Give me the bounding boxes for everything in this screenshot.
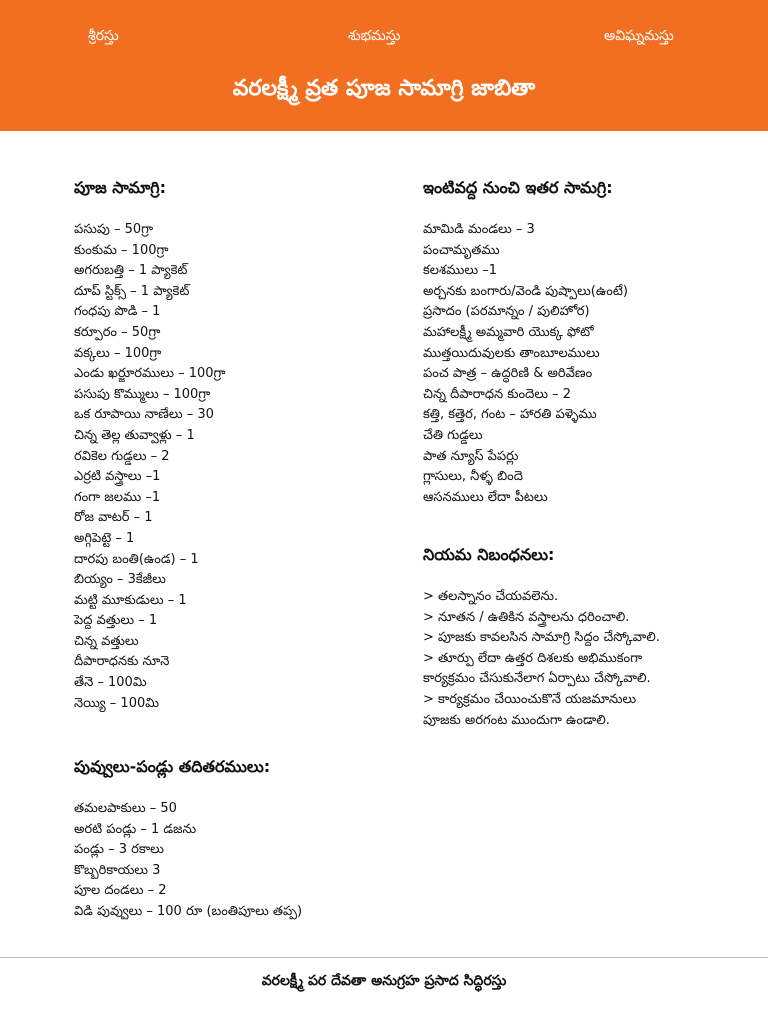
list-item: తమలపాకులు – 50: [74, 801, 177, 816]
list-item: దూప్ స్టిక్స్ – 1 ప్యాకెట్: [74, 283, 190, 299]
list-item: బియ్యం – 3కేజీలు: [74, 572, 166, 588]
puja-samagri-list: [74, 220, 404, 714]
flowers-fruits-list: [74, 799, 404, 923]
list-item: రోజ వాటర్ – 1: [74, 510, 153, 526]
list-item: మామిడి మండలు – 3: [423, 222, 535, 237]
list-item: ఆసనములు లేదా పీటలు: [423, 489, 548, 505]
list-item: పసుపు కొమ్ములు – 100గ్రా: [74, 386, 211, 402]
list-item: రవికెల గుడ్డలు – 2: [74, 448, 170, 464]
list-item: కొబ్బరికాయలు 3: [74, 862, 161, 878]
list-item: గ్లాసులు, నీళ్ళ బిందె: [423, 469, 523, 485]
flowers-fruits-title: పువ్వులు-పండ్లు తదితరములు:: [74, 757, 271, 776]
list-item: చిన్న వత్తులు: [74, 633, 139, 649]
list-item: > కార్యక్రమం చేయించుకొనే యజమానులు: [423, 691, 637, 707]
list-item: ఎండు ఖర్జూరములు – 100గ్రా: [74, 366, 226, 382]
rules-list: [423, 587, 753, 731]
home-items-section: [423, 177, 753, 508]
list-item: కార్యక్రమం చేసుకునేలాగ ఏర్పాటు చేస్కోవాలి.: [423, 671, 651, 687]
list-item: దారపు బంతి(ఉండ) – 1: [74, 551, 199, 567]
list-item: పండ్లు – 3 రకాలు: [74, 842, 164, 858]
list-item: > తూర్పు లేదా ఉత్తర దిశలకు అభిముకంగా: [423, 650, 643, 666]
list-item: > పూజకు కావలసిన సామాగ్రి సిద్దం చేస్కోవాలి.: [423, 630, 660, 646]
list-item: గంగా జలము –1: [74, 489, 161, 505]
list-item: వక్కలు – 100గ్రా: [74, 345, 162, 361]
list-item: నెయ్యి – 100మి: [74, 695, 159, 711]
list-item: కత్తి, కత్తెర, గంట – హారతి పళ్ళెము: [423, 407, 597, 423]
list-item: పూజకు అరగంట ముందుగా ఉండాలి.: [423, 712, 610, 728]
list-item: పసుపు – 50గ్రా: [74, 222, 154, 237]
list-item: చేతి గుడ్డలు: [423, 427, 483, 443]
list-item: ఎర్రటి వస్త్రాలు –1: [74, 469, 161, 485]
list-item: అరటి పండ్లు – 1 డజను: [74, 821, 197, 837]
home-items-list: [423, 220, 753, 508]
list-item: విడి పువ్వులు – 100 రూ (బంతిపూలు తప్ప): [74, 903, 303, 919]
rules-title: నియమ నిబంధనలు:: [423, 545, 555, 564]
list-item: కుంకుమ – 100గ్రా: [74, 242, 169, 258]
list-item: పూల దండలు – 2: [74, 883, 167, 899]
flowers-fruits-section: [74, 756, 404, 923]
list-item: కర్పూరం – 50గ్రా: [74, 324, 161, 340]
list-item: గంధపు పొడి – 1: [74, 304, 161, 320]
list-item: ఒక రూపాయి నాణేలు – 30: [74, 407, 214, 423]
footer-divider: [0, 957, 768, 958]
list-item: పాత న్యూస్ పేపర్లు: [423, 448, 519, 464]
list-item: ప్రసాదం (పరమాన్నం / పులిహోర): [423, 304, 590, 320]
list-item: అగరుబత్తి – 1 ప్యాకెట్: [74, 263, 188, 279]
list-item: తేనె – 100మి: [74, 675, 147, 691]
blessing-srirasthu: శ్రీరస్తు: [88, 28, 119, 44]
puja-samagri-section: [74, 177, 404, 714]
rules-section: [423, 544, 753, 731]
blessing-avighnamasthu: అవిఘ్నమస్తు: [604, 28, 674, 44]
page-title: వరలక్ష్మీ వ్రత పూజ సామాగ్రి జాబితా: [232, 76, 536, 101]
list-item: > తలస్నానం చేయవలెను.: [423, 589, 559, 604]
home-items-title: ఇంటివద్ద నుంచి ఇతర సామగ్రి:: [423, 178, 613, 197]
list-item: చిన్న తెల్ల తువ్వాళ్లు – 1: [74, 427, 195, 443]
puja-samagri-title: పూజ సామాగ్రి:: [74, 178, 167, 197]
list-item: కలశములు –1: [423, 263, 498, 279]
list-item: అగ్గిపెట్టె – 1: [74, 530, 135, 546]
list-item: > నూతన / ఉతికిన వస్త్రాలను ధరించాలి.: [423, 609, 630, 625]
list-item: దీపారాధనకు నూనె: [74, 654, 170, 670]
list-item: ముత్తయిదువులకు తాంబూలములు: [423, 345, 600, 361]
list-item: పంచామృతము: [423, 242, 500, 258]
list-item: పెద్ద వత్తులు – 1: [74, 613, 158, 629]
footer-blessing: వరలక్ష్మీ పర దేవతా అనుగ్రహ ప్రసాద సిద్ధిరస్తు: [261, 973, 507, 989]
list-item: చిన్న దీపారాధన కుందెలు – 2: [423, 386, 572, 402]
list-item: మట్టి మూకుడులు – 1: [74, 592, 187, 608]
blessings-row: [0, 28, 768, 52]
list-item: మహాలక్ష్మీ అమ్మవారి యొక్క ఫోటో: [423, 324, 594, 340]
header-banner: [0, 0, 768, 131]
list-item: అర్చనకు బంగారు/వెండి పుష్పాలు(ఉంటే): [423, 283, 628, 299]
list-item: పంచ పాత్ర – ఉద్ధరిణి & అరివేణం: [423, 366, 593, 382]
blessing-subhamasthu: శుభమస్తు: [348, 28, 401, 44]
